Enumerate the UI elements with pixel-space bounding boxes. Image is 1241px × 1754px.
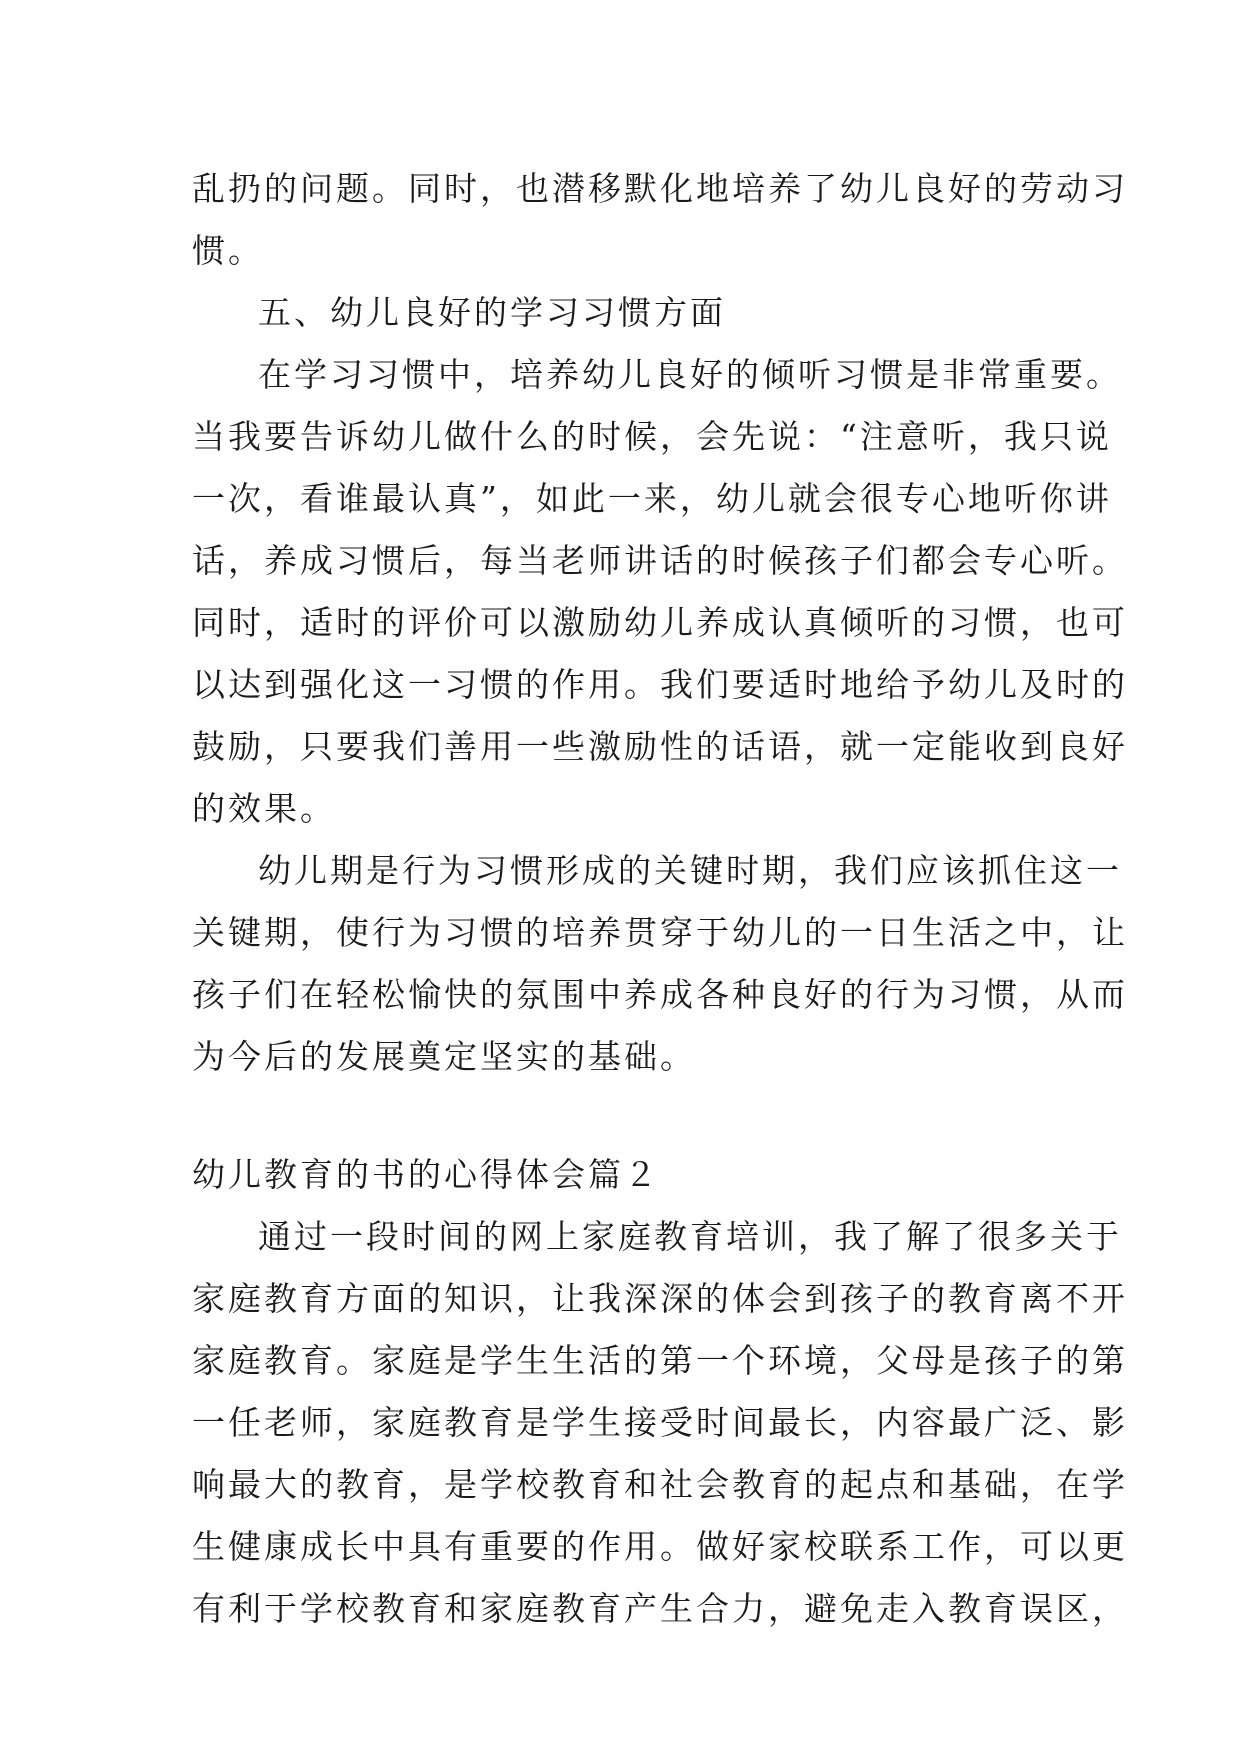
text-line: 在学习习惯中，培养幼儿良好的倾听习惯是非常重要。 (258, 355, 1122, 394)
text-line: 同时，适时的评价可以激励幼儿养成认真倾听的习惯，也可 (192, 603, 1128, 642)
text-line: 幼儿期是行为习惯形成的关键时期，我们应该抓住这一 (258, 851, 1122, 890)
text-line: 生健康成长中具有重要的作用。做好家校联系工作，可以更 (192, 1527, 1128, 1566)
text-line: 惯。 (192, 231, 264, 270)
text-line: 家庭教育。家庭是学生生活的第一个环境，父母是孩子的第 (192, 1341, 1128, 1380)
text-line: 以达到强化这一习惯的作用。我们要适时地给予幼儿及时的 (192, 665, 1128, 704)
text-line: 一任老师，家庭教育是学生接受时间最长，内容最广泛、影 (192, 1403, 1128, 1442)
text-line: 孩子们在轻松愉快的氛围中养成各种良好的行为习惯，从而 (192, 975, 1128, 1014)
section-gap (192, 1088, 1057, 1144)
text-line: 响最大的教育，是学校教育和社会教育的起点和基础，在学 (192, 1465, 1128, 1504)
paragraph-labor-habit-end (192, 158, 1128, 282)
section-title: 幼儿教育的书的心得体会篇２ (192, 1155, 660, 1194)
text-line: 鼓励，只要我们善用一些激励性的话语，就一定能收到良好 (192, 727, 1128, 766)
text-line: 的效果。 (192, 789, 336, 828)
text-line: 为今后的发展奠定坚实的基础。 (192, 1037, 696, 1076)
heading-study-habits: 五、幼儿良好的学习习惯方面 (258, 293, 726, 332)
paragraph-listening-habit (192, 344, 1128, 840)
text-line: 关键期，使行为习惯的培养贯穿于幼儿的一日生活之中，让 (192, 913, 1128, 952)
document-page (192, 158, 1128, 1640)
text-line: 有利于学校教育和家庭教育产生合力，避免走入教育误区， (192, 1589, 1128, 1628)
text-line: 乱扔的问题。同时，也潜移默化地培养了幼儿良好的劳动习 (192, 169, 1128, 208)
text-line: 家庭教育方面的知识，让我深深的体会到孩子的教育离不开 (192, 1279, 1128, 1318)
paragraph-family-education (192, 1206, 1128, 1640)
text-line: 一次，看谁最认真”，如此一来，幼儿就会很专心地听你讲 (192, 479, 1112, 518)
text-line: 通过一段时间的网上家庭教育培训，我了解了很多关于 (258, 1217, 1122, 1256)
paragraph-key-period (192, 840, 1128, 1088)
text-line: 当我要告诉幼儿做什么的时候，会先说：“注意听，我只说 (192, 417, 1112, 456)
text-line: 话，养成习惯后，每当老师讲话的时候孩子们都会专心听。 (192, 541, 1128, 580)
